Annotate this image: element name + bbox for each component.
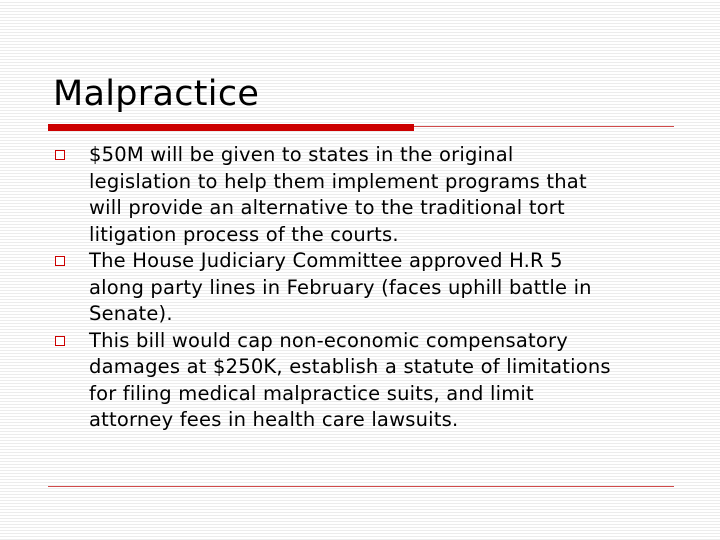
title-accent-bar — [48, 124, 414, 131]
bullet-line: The House Judiciary Committee approved H.R 5 — [89, 249, 563, 272]
bullet-item — [55, 328, 685, 434]
bullet-item — [55, 142, 685, 248]
bullet-line: $50M will be given to states in the original — [89, 143, 514, 166]
bullet-line: for filing medical malpractice suits, and limit — [89, 381, 534, 405]
bullet-line: Senate). — [89, 302, 173, 325]
square-bullet-icon — [55, 150, 65, 160]
bullet-line: litigation process of the courts. — [89, 222, 399, 246]
footer-divider-line — [48, 486, 674, 487]
bullet-line: damages at $250K, establish a statute of limitations — [89, 355, 611, 378]
square-bullet-icon — [55, 336, 65, 346]
bullet-item — [55, 248, 685, 328]
bullet-line: attorney fees in health care lawsuits. — [89, 408, 459, 431]
bullet-line: legislation to help them implement programs that — [89, 169, 587, 193]
bullet-line: will provide an alternative to the traditional tort — [89, 196, 565, 219]
bullet-line: along party lines in February (faces uphill battle in — [89, 275, 592, 299]
bullet-list — [55, 142, 685, 434]
square-bullet-icon — [55, 256, 65, 266]
bullet-line: This bill would cap non-economic compensatory — [89, 328, 568, 352]
slide-title: Malpractice — [53, 74, 260, 114]
